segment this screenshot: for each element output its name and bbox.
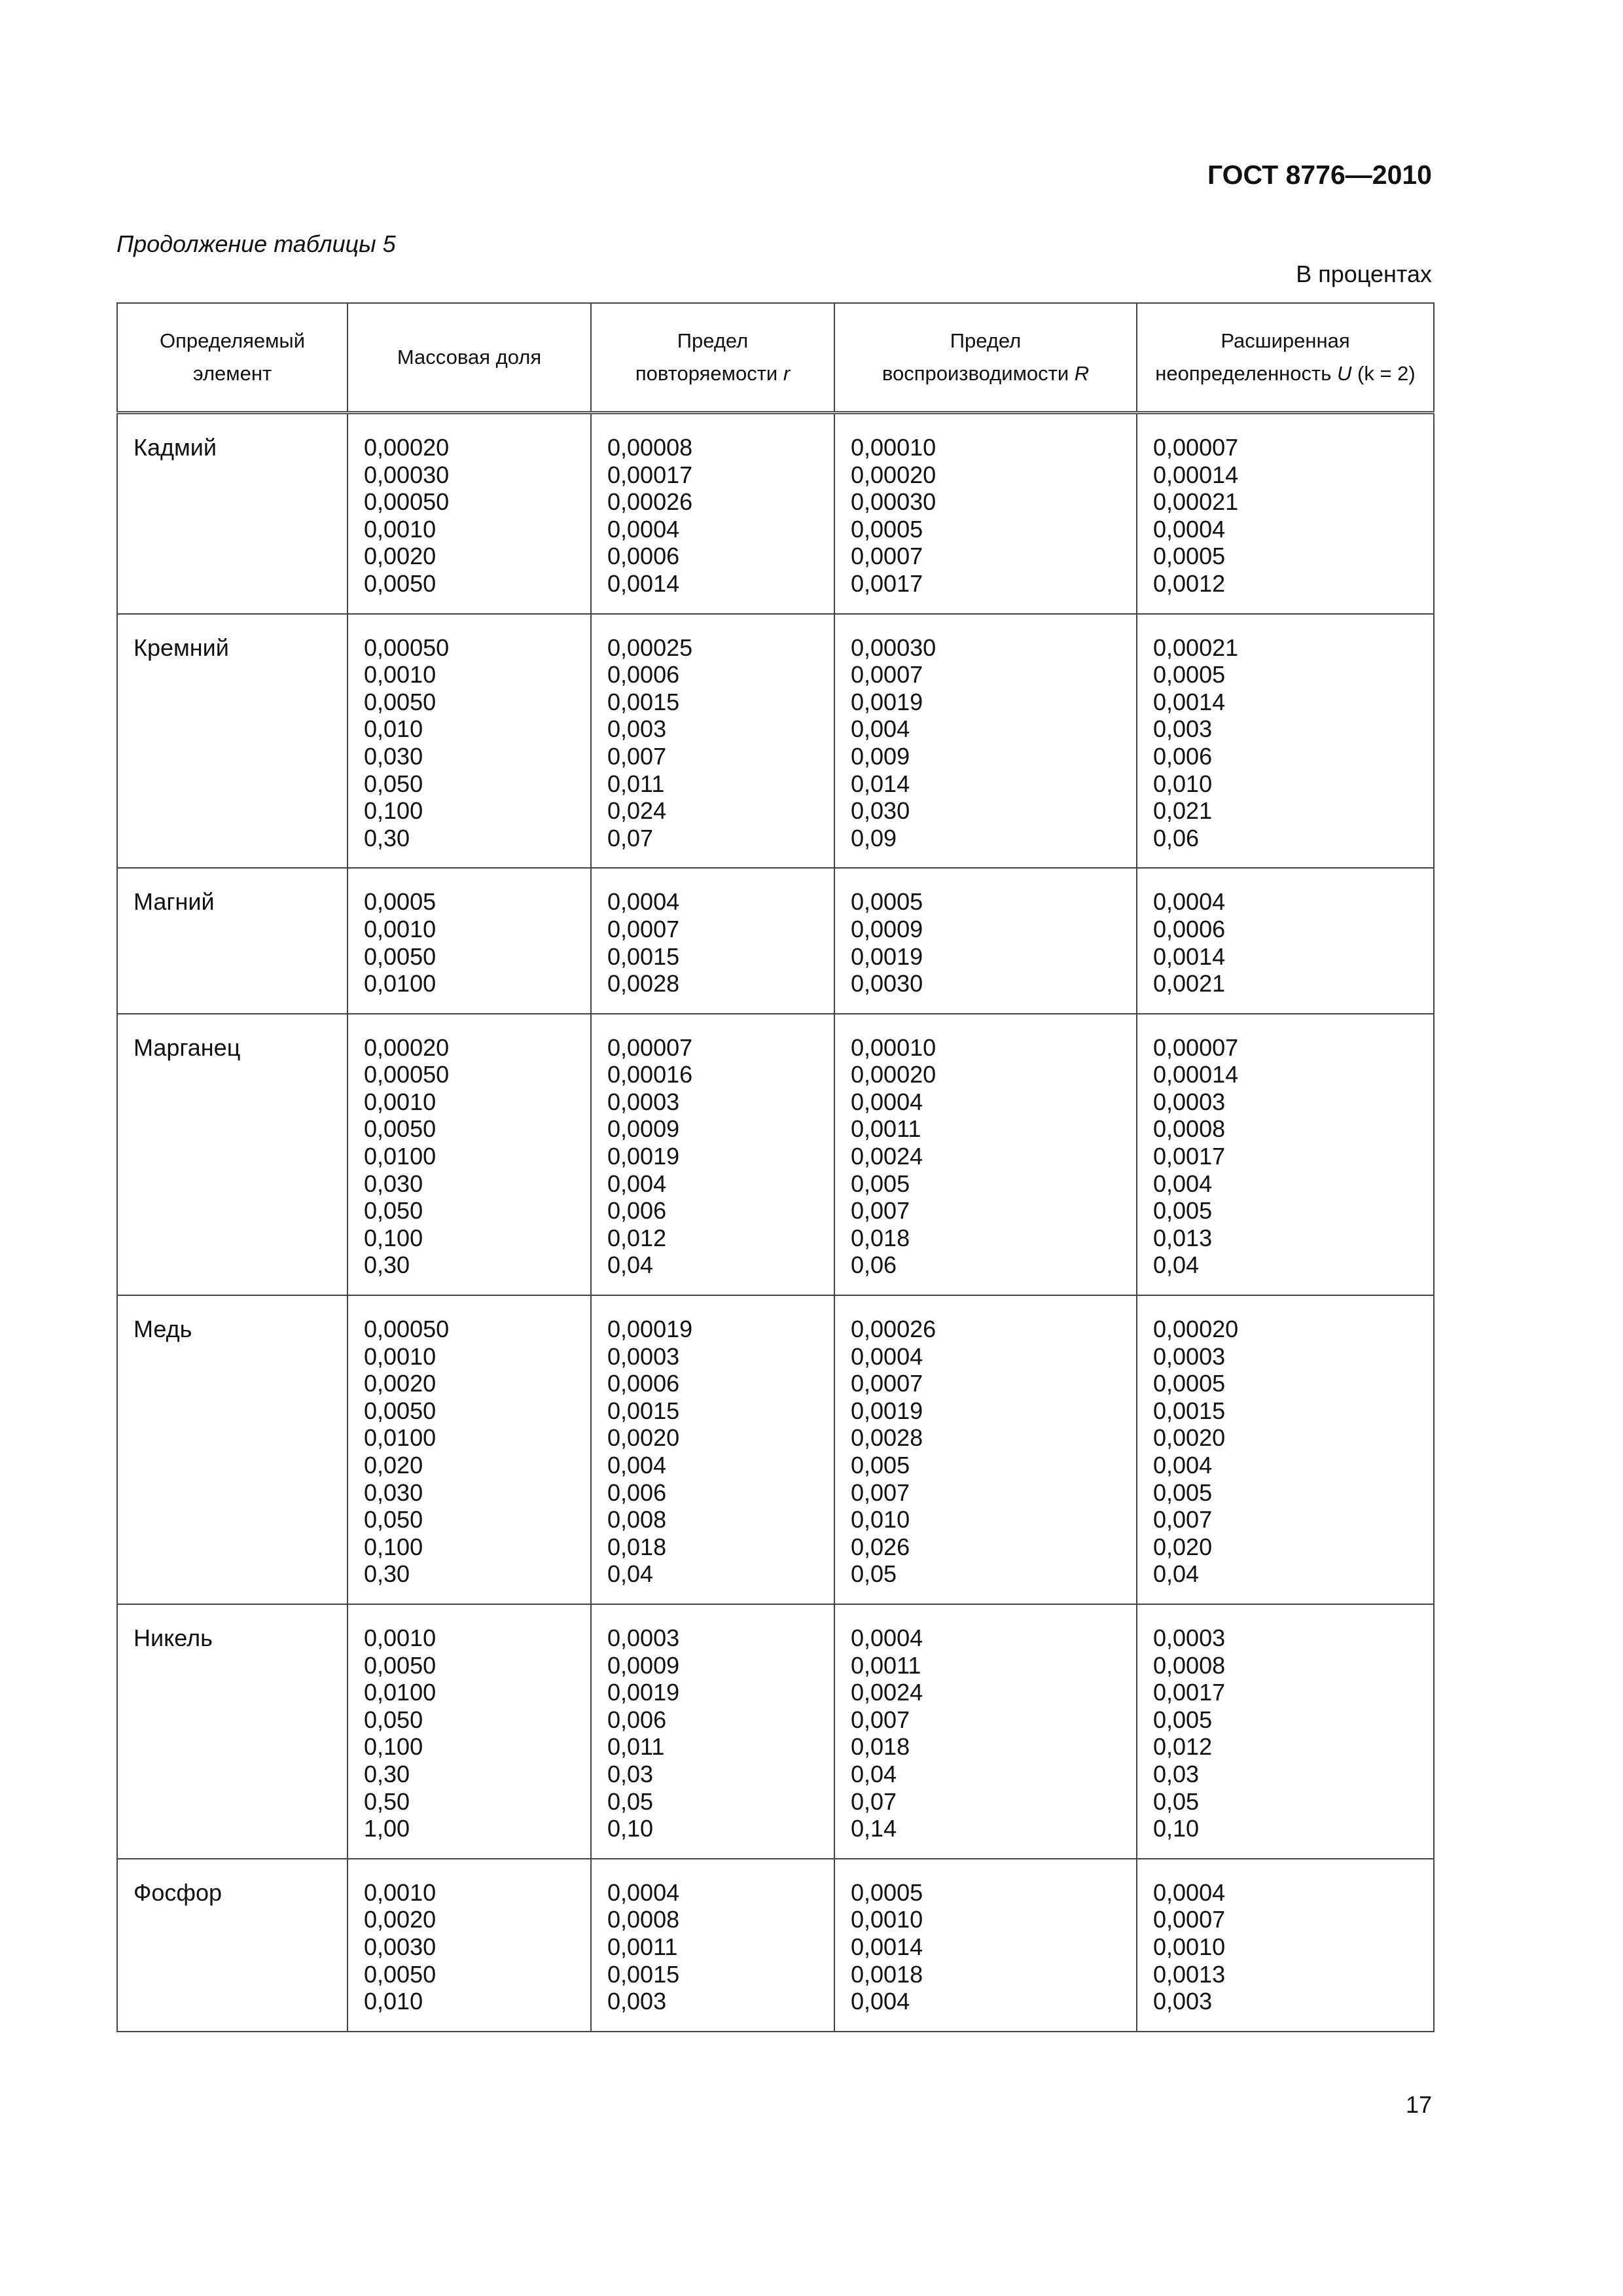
cell-value: 0,06 xyxy=(1153,824,1200,852)
cell-value: 0,010 xyxy=(364,1988,423,2015)
cell-value: 0,005 xyxy=(1153,1197,1213,1225)
cell-value: 0,0010 xyxy=(364,1342,437,1370)
cell-value: 0,00020 xyxy=(364,434,450,461)
cell-value: 0,0011 xyxy=(851,1651,921,1679)
cell-value: 0,00025 xyxy=(607,634,693,661)
cell-value: 0,00014 xyxy=(1153,1061,1239,1088)
cell-value: 0,0006 xyxy=(607,543,680,570)
cell-value: 0,0020 xyxy=(364,543,437,570)
cell-value: 0,00007 xyxy=(1153,1033,1239,1061)
cell-value: 0,0024 xyxy=(851,1143,923,1170)
cell-value: 0,0006 xyxy=(607,1370,680,1397)
cell-value: 0,00017 xyxy=(607,461,693,488)
cell-value: 0,50 xyxy=(364,1787,410,1815)
cell-value: 0,004 xyxy=(607,1452,667,1479)
mass-fraction-cell xyxy=(348,614,591,869)
cell-value: 0,0004 xyxy=(851,1624,923,1651)
cell-value: 0,07 xyxy=(607,824,654,852)
cell-value: 0,0004 xyxy=(607,888,680,916)
cell-value: 0,030 xyxy=(851,797,910,825)
cell-value: 1,00 xyxy=(364,1815,410,1842)
cell-value: 0,0019 xyxy=(851,688,923,715)
mass-fraction-cell xyxy=(348,1014,591,1295)
cell-value: 0,30 xyxy=(364,1251,410,1279)
cell-value: 0,0007 xyxy=(851,1370,923,1397)
cell-value: 0,0010 xyxy=(364,1878,437,1906)
cell-value: 0,04 xyxy=(851,1760,897,1787)
cell-value: 0,012 xyxy=(607,1224,667,1251)
cell-value: 0,04 xyxy=(1153,1560,1200,1588)
element-cell xyxy=(117,1859,348,2032)
mass-fraction-cell xyxy=(348,868,591,1013)
table-row xyxy=(117,413,1434,614)
cell-value: 0,007 xyxy=(851,1706,910,1733)
cell-value: 0,03 xyxy=(607,1760,654,1787)
cell-value: 0,30 xyxy=(364,824,410,852)
cell-value: 0,00021 xyxy=(1153,634,1239,661)
reproducibility-cell xyxy=(834,614,1137,869)
cell-value: 0,007 xyxy=(851,1197,910,1225)
cell-value: 0,05 xyxy=(1153,1787,1200,1815)
element-cell xyxy=(117,413,348,614)
header-reproducibility-limit: Предел воспроизводимости R xyxy=(834,303,1137,413)
mass-fraction-cell xyxy=(348,413,591,614)
cell-value: 0,0100 xyxy=(364,970,437,997)
repeatability-cell xyxy=(591,614,834,869)
cell-value: 0,0003 xyxy=(607,1088,680,1115)
cell-value: 0,00010 xyxy=(851,434,936,461)
cell-value: 0,0005 xyxy=(851,515,923,543)
cell-value: 0,00050 xyxy=(364,634,450,661)
cell-value: 0,30 xyxy=(364,1760,410,1787)
cell-value: 0,07 xyxy=(851,1787,897,1815)
cell-value: 0,0003 xyxy=(1153,1088,1226,1115)
cell-value: 0,010 xyxy=(1153,770,1213,797)
cell-value: 0,0050 xyxy=(364,942,437,970)
cell-value: 0,0030 xyxy=(851,970,923,997)
cell-value: 0,004 xyxy=(851,715,910,743)
uncertainty-cell xyxy=(1137,413,1434,614)
cell-value: 0,0004 xyxy=(1153,1878,1226,1906)
cell-value: 0,0050 xyxy=(364,688,437,715)
cell-value: 0,00020 xyxy=(364,1033,450,1061)
cell-value: 0,00030 xyxy=(364,461,450,488)
cell-value: 0,100 xyxy=(364,1733,423,1761)
cell-value: 0,050 xyxy=(364,1197,423,1225)
cell-value: 0,004 xyxy=(851,1988,910,2015)
cell-value: 0,0028 xyxy=(607,970,680,997)
cell-value: 0,09 xyxy=(851,824,897,852)
cell-value: 0,0010 xyxy=(851,1906,923,1933)
cell-value: 0,04 xyxy=(607,1251,654,1279)
precision-table xyxy=(116,302,1435,2032)
element-cell xyxy=(117,1014,348,1295)
cell-value: 0,003 xyxy=(1153,1988,1213,2015)
uncertainty-cell xyxy=(1137,1859,1434,2032)
cell-value: 0,003 xyxy=(607,1988,667,2015)
cell-value: 0,004 xyxy=(1153,1170,1213,1197)
mass-fraction-cell xyxy=(348,1295,591,1604)
cell-value: 0,04 xyxy=(1153,1251,1200,1279)
cell-value: 0,0004 xyxy=(851,1342,923,1370)
cell-value: 0,0050 xyxy=(364,1397,437,1424)
cell-value: 0,10 xyxy=(1153,1815,1200,1842)
cell-value: 0,007 xyxy=(1153,1506,1213,1534)
cell-value: 0,010 xyxy=(851,1506,910,1534)
cell-value: 0,00050 xyxy=(364,488,450,516)
cell-value: 0,0100 xyxy=(364,1679,437,1706)
cell-value: 0,050 xyxy=(364,770,423,797)
element-cell xyxy=(117,1604,348,1859)
cell-value: 0,007 xyxy=(607,742,667,770)
cell-value: 0,0019 xyxy=(851,942,923,970)
reproducibility-cell xyxy=(834,1295,1137,1604)
cell-value: 0,0014 xyxy=(851,1933,923,1960)
cell-value: 0,0010 xyxy=(364,915,437,942)
cell-value: 0,008 xyxy=(607,1506,667,1534)
cell-value: 0,009 xyxy=(851,742,910,770)
cell-value: 0,0015 xyxy=(607,688,680,715)
cell-value: 0,0004 xyxy=(607,1878,680,1906)
cell-value: 0,0050 xyxy=(364,1960,437,1988)
cell-value: 0,00019 xyxy=(607,1316,693,1343)
cell-value: 0,0003 xyxy=(607,1342,680,1370)
cell-value: 0,0028 xyxy=(851,1424,923,1452)
cell-value: 0,100 xyxy=(364,1533,423,1560)
cell-value: 0,011 xyxy=(607,770,665,797)
element-name: Фосфор xyxy=(134,1878,223,1906)
cell-value: 0,011 xyxy=(607,1733,665,1761)
element-name: Магний xyxy=(134,888,215,916)
cell-value: 0,0020 xyxy=(364,1906,437,1933)
repeatability-cell xyxy=(591,1295,834,1604)
cell-value: 0,004 xyxy=(607,1170,667,1197)
reproducibility-cell xyxy=(834,868,1137,1013)
reproducibility-cell xyxy=(834,1014,1137,1295)
repeatability-cell xyxy=(591,1604,834,1859)
cell-value: 0,0005 xyxy=(851,1878,923,1906)
cell-value: 0,0020 xyxy=(364,1370,437,1397)
cell-value: 0,0020 xyxy=(607,1424,680,1452)
cell-value: 0,0017 xyxy=(1153,1679,1226,1706)
cell-value: 0,00026 xyxy=(607,488,693,516)
cell-value: 0,00021 xyxy=(1153,488,1239,516)
cell-value: 0,00050 xyxy=(364,1061,450,1088)
cell-value: 0,0014 xyxy=(607,569,680,597)
cell-value: 0,013 xyxy=(1153,1224,1213,1251)
cell-value: 0,0017 xyxy=(851,569,923,597)
mass-fraction-cell xyxy=(348,1604,591,1859)
cell-value: 0,007 xyxy=(851,1479,910,1506)
cell-value: 0,024 xyxy=(607,797,667,825)
cell-value: 0,006 xyxy=(607,1706,667,1733)
table-caption: Продолжение таблицы 5 xyxy=(116,230,396,257)
cell-value: 0,00007 xyxy=(1153,434,1239,461)
reproducibility-cell xyxy=(834,1859,1137,2032)
cell-value: 0,0050 xyxy=(364,1115,437,1143)
cell-value: 0,030 xyxy=(364,742,423,770)
element-name: Марганец xyxy=(134,1033,241,1061)
table-header-row xyxy=(117,303,1434,413)
cell-value: 0,030 xyxy=(364,1479,423,1506)
cell-value: 0,0009 xyxy=(607,1115,680,1143)
cell-value: 0,010 xyxy=(364,715,423,743)
cell-value: 0,014 xyxy=(851,770,910,797)
table-body xyxy=(117,413,1434,2032)
table-row xyxy=(117,1014,1434,1295)
table-row xyxy=(117,1604,1434,1859)
table-row xyxy=(117,1859,1434,2032)
cell-value: 0,10 xyxy=(607,1815,654,1842)
element-name: Никель xyxy=(134,1624,213,1651)
cell-value: 0,0005 xyxy=(1153,543,1226,570)
cell-value: 0,0003 xyxy=(1153,1342,1226,1370)
cell-value: 0,0008 xyxy=(1153,1651,1226,1679)
cell-value: 0,00016 xyxy=(607,1061,693,1088)
cell-value: 0,005 xyxy=(851,1170,910,1197)
cell-value: 0,020 xyxy=(1153,1533,1213,1560)
cell-value: 0,14 xyxy=(851,1815,897,1842)
cell-value: 0,00030 xyxy=(851,634,936,661)
uncertainty-cell xyxy=(1137,1604,1434,1859)
cell-value: 0,00008 xyxy=(607,434,693,461)
cell-value: 0,0010 xyxy=(364,661,437,689)
cell-value: 0,0006 xyxy=(1153,915,1226,942)
cell-value: 0,0013 xyxy=(1153,1960,1226,1988)
cell-value: 0,0010 xyxy=(364,515,437,543)
cell-value: 0,0015 xyxy=(1153,1397,1226,1424)
uncertainty-cell xyxy=(1137,614,1434,869)
cell-value: 0,0003 xyxy=(607,1624,680,1651)
cell-value: 0,0004 xyxy=(607,515,680,543)
cell-value: 0,0100 xyxy=(364,1424,437,1452)
cell-value: 0,0009 xyxy=(607,1651,680,1679)
cell-value: 0,00020 xyxy=(851,461,936,488)
cell-value: 0,0010 xyxy=(364,1088,437,1115)
cell-value: 0,0050 xyxy=(364,1651,437,1679)
page-number: 17 xyxy=(1405,2091,1432,2118)
cell-value: 0,026 xyxy=(851,1533,910,1560)
cell-value: 0,0004 xyxy=(851,1088,923,1115)
cell-value: 0,0004 xyxy=(1153,515,1226,543)
header-expanded-uncertainty: Расширенная неопределенность U (k = 2) xyxy=(1137,303,1434,413)
cell-value: 0,0015 xyxy=(607,942,680,970)
cell-value: 0,0019 xyxy=(851,1397,923,1424)
cell-value: 0,012 xyxy=(1153,1733,1213,1761)
cell-value: 0,0015 xyxy=(607,1397,680,1424)
table-row xyxy=(117,614,1434,869)
cell-value: 0,021 xyxy=(1153,797,1213,825)
standard-designation: ГОСТ 8776—2010 xyxy=(1207,160,1432,190)
cell-value: 0,004 xyxy=(1153,1452,1213,1479)
element-name: Кремний xyxy=(134,634,229,661)
cell-value: 0,0019 xyxy=(607,1679,680,1706)
cell-value: 0,03 xyxy=(1153,1760,1200,1787)
header-repeatability-limit: Предел повторяемости r xyxy=(591,303,834,413)
cell-value: 0,030 xyxy=(364,1170,423,1197)
cell-value: 0,0015 xyxy=(607,1960,680,1988)
cell-value: 0,0008 xyxy=(607,1906,680,1933)
cell-value: 0,006 xyxy=(607,1479,667,1506)
cell-value: 0,06 xyxy=(851,1251,897,1279)
cell-value: 0,00020 xyxy=(1153,1316,1239,1343)
cell-value: 0,0008 xyxy=(1153,1115,1226,1143)
cell-value: 0,05 xyxy=(607,1787,654,1815)
repeatability-cell xyxy=(591,868,834,1013)
cell-value: 0,0007 xyxy=(607,915,680,942)
cell-value: 0,0004 xyxy=(1153,888,1226,916)
cell-value: 0,0014 xyxy=(1153,942,1226,970)
cell-value: 0,018 xyxy=(607,1533,667,1560)
element-name: Кадмий xyxy=(134,434,217,461)
cell-value: 0,005 xyxy=(1153,1479,1213,1506)
cell-value: 0,0021 xyxy=(1153,970,1226,997)
cell-value: 0,00050 xyxy=(364,1316,450,1343)
cell-value: 0,006 xyxy=(1153,742,1213,770)
cell-value: 0,0030 xyxy=(364,1933,437,1960)
element-cell xyxy=(117,868,348,1013)
cell-value: 0,003 xyxy=(607,715,667,743)
mass-fraction-cell xyxy=(348,1859,591,2032)
repeatability-cell xyxy=(591,413,834,614)
cell-value: 0,100 xyxy=(364,1224,423,1251)
units-note: В процентах xyxy=(1296,260,1432,287)
uncertainty-cell xyxy=(1137,1014,1434,1295)
cell-value: 0,0006 xyxy=(607,661,680,689)
cell-value: 0,0007 xyxy=(1153,1906,1226,1933)
cell-value: 0,0019 xyxy=(607,1143,680,1170)
cell-value: 0,00014 xyxy=(1153,461,1239,488)
cell-value: 0,0012 xyxy=(1153,569,1226,597)
cell-value: 0,00010 xyxy=(851,1033,936,1061)
cell-value: 0,050 xyxy=(364,1506,423,1534)
table-row xyxy=(117,1295,1434,1604)
cell-value: 0,018 xyxy=(851,1733,910,1761)
repeatability-cell xyxy=(591,1859,834,2032)
header-element: Определяемый элемент xyxy=(117,303,348,413)
cell-value: 0,0007 xyxy=(851,543,923,570)
cell-value: 0,30 xyxy=(364,1560,410,1588)
cell-value: 0,04 xyxy=(607,1560,654,1588)
header-mass-fraction: Массовая доля xyxy=(348,303,591,413)
cell-value: 0,0003 xyxy=(1153,1624,1226,1651)
cell-value: 0,0011 xyxy=(607,1933,678,1960)
cell-value: 0,0005 xyxy=(1153,661,1226,689)
cell-value: 0,0007 xyxy=(851,661,923,689)
cell-value: 0,0010 xyxy=(364,1624,437,1651)
cell-value: 0,00026 xyxy=(851,1316,936,1343)
cell-value: 0,0010 xyxy=(1153,1933,1226,1960)
cell-value: 0,003 xyxy=(1153,715,1213,743)
cell-value: 0,0050 xyxy=(364,569,437,597)
reproducibility-cell xyxy=(834,1604,1137,1859)
cell-value: 0,0009 xyxy=(851,915,923,942)
cell-value: 0,050 xyxy=(364,1706,423,1733)
uncertainty-cell xyxy=(1137,868,1434,1013)
repeatability-cell xyxy=(591,1014,834,1295)
element-name: Медь xyxy=(134,1316,192,1343)
cell-value: 0,0005 xyxy=(364,888,437,916)
cell-value: 0,0011 xyxy=(851,1115,921,1143)
cell-value: 0,05 xyxy=(851,1560,897,1588)
cell-value: 0,018 xyxy=(851,1224,910,1251)
cell-value: 0,0014 xyxy=(1153,688,1226,715)
cell-value: 0,0100 xyxy=(364,1143,437,1170)
reproducibility-cell xyxy=(834,413,1137,614)
cell-value: 0,005 xyxy=(851,1452,910,1479)
cell-value: 0,0005 xyxy=(1153,1370,1226,1397)
cell-value: 0,0024 xyxy=(851,1679,923,1706)
cell-value: 0,020 xyxy=(364,1452,423,1479)
cell-value: 0,100 xyxy=(364,797,423,825)
table-row xyxy=(117,868,1434,1013)
element-cell xyxy=(117,1295,348,1604)
cell-value: 0,00007 xyxy=(607,1033,693,1061)
cell-value: 0,006 xyxy=(607,1197,667,1225)
uncertainty-cell xyxy=(1137,1295,1434,1604)
cell-value: 0,005 xyxy=(1153,1706,1213,1733)
cell-value: 0,0018 xyxy=(851,1960,923,1988)
cell-value: 0,0020 xyxy=(1153,1424,1226,1452)
cell-value: 0,00030 xyxy=(851,488,936,516)
cell-value: 0,00020 xyxy=(851,1061,936,1088)
cell-value: 0,0017 xyxy=(1153,1143,1226,1170)
cell-value: 0,0005 xyxy=(851,888,923,916)
element-cell xyxy=(117,614,348,869)
